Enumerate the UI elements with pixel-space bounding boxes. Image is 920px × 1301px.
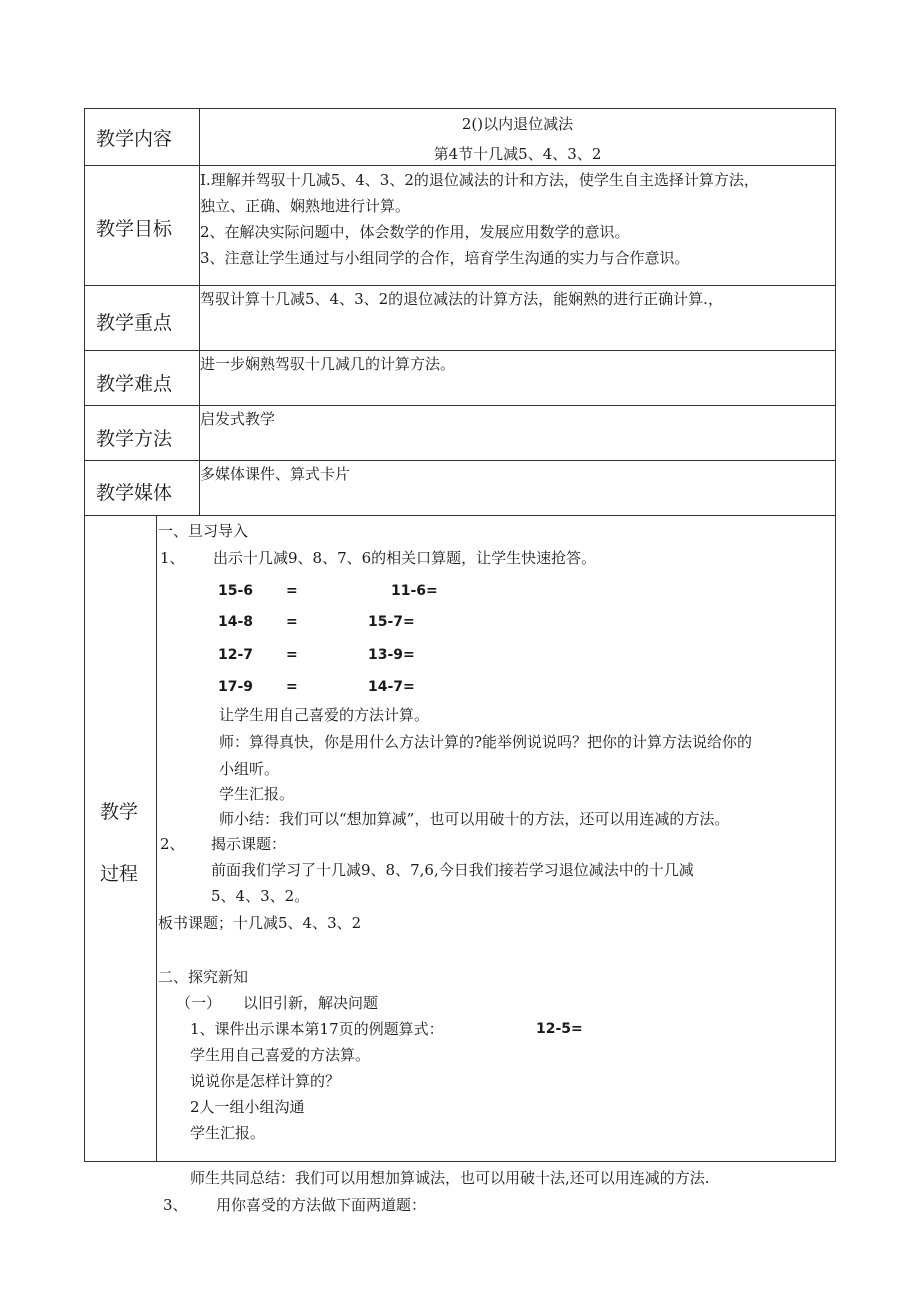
explore-line-2: 说说你是怎样计算的？ [190,1072,341,1090]
label-objectives: 教学目标 [96,218,173,240]
objective-2: 2、在解决实际问题中，体会数学的作用，发展应用数学的意识。 [200,223,630,241]
key-points-text: 驾驭计算十几减5、4、3、2的退位减法的计算方法，能娴熟的进行正确计算.， [200,290,723,308]
media-text: 多媒体课件、算式卡片 [200,465,351,483]
difficulties-text: 进一步娴熟驾驭十几减几的计算方法。 [200,355,456,373]
board-title: 板书课题；十几减5、4、3、2 [158,914,362,932]
table-border-left [84,108,85,1162]
exercise-b3: 13-9= [368,647,415,663]
review-step2-text: 揭示课题： [211,835,287,853]
summary-line: 师生共同总结：我们可以用想加算诚法，也可以用破十法,还可以用连减的方法. [190,1169,710,1187]
explore-line-1: 学生用自己喜爱的方法算。 [190,1046,371,1064]
review-step2-line1: 前面我们学习了十几减9、8、7,6,今日我们接若学习退位减法中的十几减 [211,861,694,879]
exercise-eq2: = [286,614,298,630]
method-text: 启发式教学 [200,410,276,428]
exercise-a4: 17-9 [218,679,254,695]
objective-3: 3、注意让学生通过与小组同学的合作，培育学生沟通的实力与合作意识。 [200,249,690,267]
label-key-points: 教学重点 [96,312,173,334]
review-step1-text: 出示十几减9、8、7、6的相关口算题，让学生快速抢答。 [213,549,597,567]
section-explore-heading: 二、探究新知 [158,968,249,986]
exercise-b4: 14-7= [368,679,415,695]
table-row-divider [84,515,836,516]
table-row-divider [84,165,836,166]
review-line-1: 让学生用自己喜爱的方法计算。 [219,706,430,724]
label-media: 教学媒体 [96,482,173,504]
review-line-2: 师：算得真快，你是用什么方法计算的?能举例说说吗？把你的计算方法说给你的 [219,733,753,751]
table-row-divider [84,285,836,286]
table-border-bottom [84,1161,836,1162]
review-line-3: 小组听。 [219,760,280,778]
review-line-5: 师小结：我们可以“想加算减”，也可以用破十的方法，还可以用连减的方法。 [219,810,730,828]
table-border-top [84,108,836,109]
label-process-line2: 过程 [100,863,139,885]
exercise-b2: 15-7= [368,614,415,630]
review-step2-num: 2、 [160,835,185,853]
content-unit-title: 2()以内退位减法 [461,115,574,133]
objective-1-cont: 独立、正确、娴熟地进行计算。 [200,197,411,215]
review-line-4: 学生汇报。 [219,785,295,803]
table-row-divider [84,350,836,351]
exercise-eq1: = [286,583,298,599]
exercise-a1: 15-6 [218,583,254,599]
footer-step3-text: 用你喜受的方法做下面两道题： [216,1196,427,1214]
exercise-a3: 12-7 [218,647,254,663]
review-step1-num: 1、 [160,549,185,567]
exercise-b1: 11-6= [391,583,438,599]
objective-1: I.理解并驾驭十几减5、4、3、2的退位减法的计和方法，使学生自主选择计算方法， [200,171,759,189]
table-row-divider [84,405,836,406]
explore-sub-num: （一） [176,994,222,1012]
table-border-right [835,108,836,1162]
content-section-title: 第4节十几减5、4、3、2 [433,145,602,163]
explore-line-3: 2人一组小组沟通 [190,1098,305,1116]
review-step2-line2: 5、4、3、2。 [211,887,310,905]
exercise-a2: 14-8 [218,614,254,630]
footer-step3-num: 3、 [163,1196,188,1214]
explore-example: 12-5= [536,1021,583,1037]
table-row-divider [84,460,836,461]
label-method: 教学方法 [96,428,173,450]
exercise-eq4: = [286,679,298,695]
explore-step1: 1、课件出示课本第17页的例题算式： [190,1020,444,1038]
label-process-line1: 教学 [100,801,139,823]
label-content: 教学内容 [96,128,173,150]
section-review-heading: 一、旦习导入 [158,522,249,540]
label-difficulties: 教学难点 [96,373,173,395]
exercise-eq3: = [286,647,298,663]
table-column-divider [156,515,157,1162]
explore-line-4: 学生汇报。 [190,1124,266,1142]
explore-sub-title: 以旧引新，解决问题 [243,994,379,1012]
